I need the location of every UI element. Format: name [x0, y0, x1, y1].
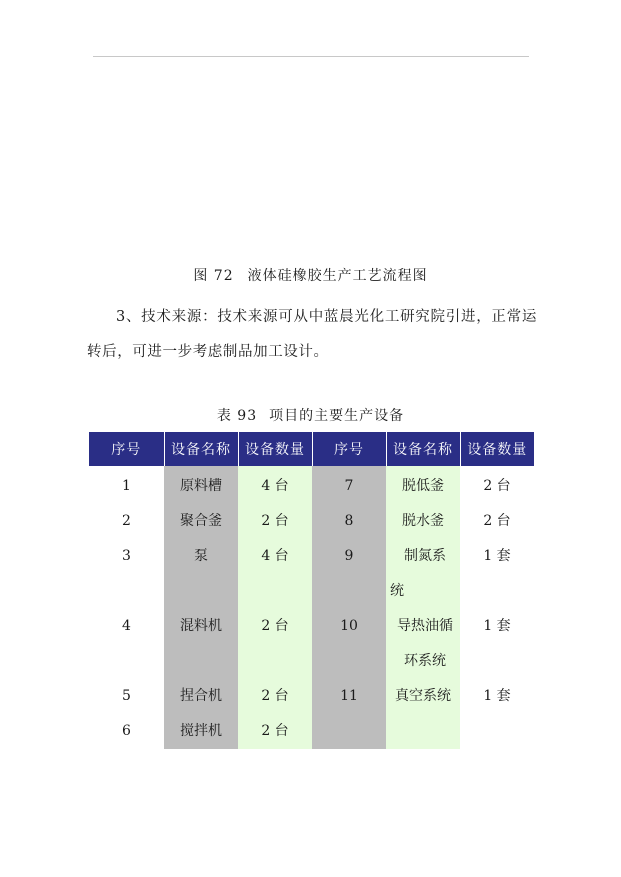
cell-equipment-name: 混料机: [164, 609, 238, 679]
cell-quantity: 1 套: [460, 539, 534, 609]
cell-equipment-name: [386, 714, 460, 749]
table-caption: [0, 405, 621, 425]
cell-quantity: 2 台: [460, 504, 534, 539]
cell-equipment-name: 搅拌机: [164, 714, 238, 749]
cell-quantity: 1 套: [460, 609, 534, 679]
cell-quantity: 2 台: [238, 714, 312, 749]
cell-no: 2: [89, 504, 164, 539]
table-number: 表 93: [216, 408, 258, 424]
header-no-1: 序号: [89, 432, 164, 466]
cell-quantity: 2 台: [460, 466, 534, 504]
cell-no: 1: [89, 466, 164, 504]
cell-no: 4: [89, 609, 164, 679]
cell-no: 10: [312, 609, 386, 679]
table-title: 项目的主要生产设备: [269, 408, 405, 424]
cell-equipment-name: 泵: [164, 539, 238, 609]
table-row: [89, 714, 534, 749]
table-row: [89, 679, 534, 714]
body-paragraph: 3、技术来源：技术来源可从中蓝晨光化工研究院引进，正常运转后，可进一步考虑制品加工设计。: [87, 309, 537, 360]
header-qty-1: 设备数量: [238, 432, 312, 466]
table-row: [89, 609, 534, 679]
cell-equipment-name: 原料槽: [164, 466, 238, 504]
cell-equipment-name: 脱低釜: [386, 466, 460, 504]
figure-number: 图 72: [193, 268, 234, 284]
figure-title: 液体硅橡胶生产工艺流程图: [247, 268, 428, 284]
table-row: [89, 539, 534, 609]
cell-equipment-name: 捏合机: [164, 679, 238, 714]
table-header-row: [89, 432, 534, 466]
cell-equipment-name: 聚合釜: [164, 504, 238, 539]
cell-equipment-name: 制氮系统: [386, 539, 460, 609]
cell-quantity: 4 台: [238, 466, 312, 504]
cell-no: 8: [312, 504, 386, 539]
cell-no: 3: [89, 539, 164, 609]
header-rule: [93, 56, 529, 57]
cell-no: 6: [89, 714, 164, 749]
cell-no: 5: [89, 679, 164, 714]
cell-no: 9: [312, 539, 386, 609]
cell-no: 7: [312, 466, 386, 504]
cell-quantity: 2 台: [238, 504, 312, 539]
cell-no: [312, 714, 386, 749]
table-row: [89, 504, 534, 539]
cell-equipment-name: 导热油循环系统: [386, 609, 460, 679]
header-name-2: 设备名称: [386, 432, 460, 466]
header-no-2: 序号: [312, 432, 386, 466]
figure-caption: [0, 265, 621, 285]
header-name-1: 设备名称: [164, 432, 238, 466]
cell-equipment-name: 真空系统: [386, 679, 460, 714]
cell-equipment-name: 脱水釜: [386, 504, 460, 539]
equipment-table: [89, 432, 534, 749]
header-qty-2: 设备数量: [460, 432, 534, 466]
cell-quantity: 1 套: [460, 679, 534, 714]
cell-quantity: 4 台: [238, 539, 312, 609]
table-row: [89, 466, 534, 504]
cell-no: 11: [312, 679, 386, 714]
cell-quantity: 2 台: [238, 679, 312, 714]
cell-quantity: 2 台: [238, 609, 312, 679]
cell-quantity: [460, 714, 534, 749]
